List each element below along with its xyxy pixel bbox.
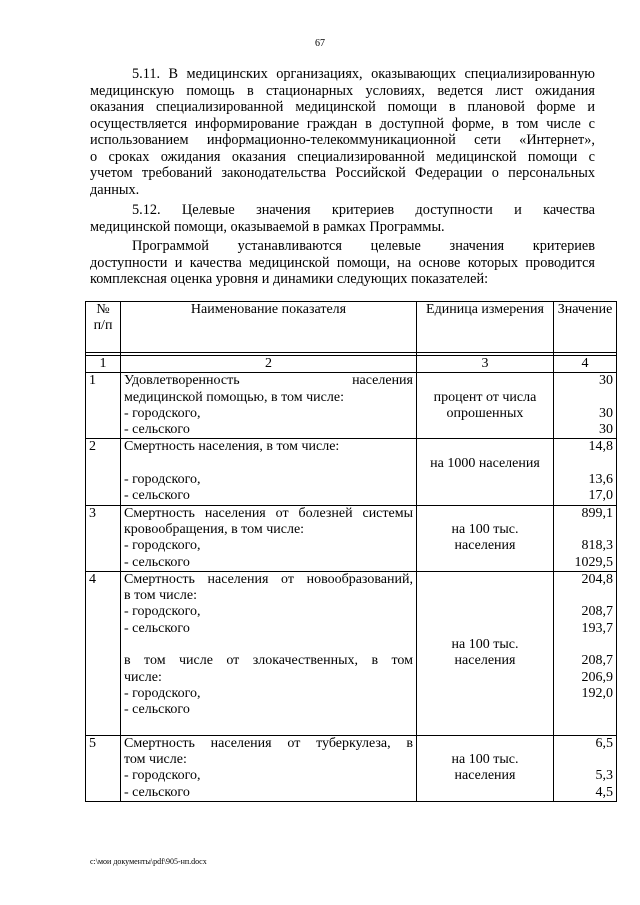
indicator-name-line: том числе: xyxy=(124,752,187,768)
value-line xyxy=(557,752,613,768)
value-line: 208,7 xyxy=(581,653,613,669)
value-line: 14,8 xyxy=(588,439,613,455)
value-line: 204,8 xyxy=(581,571,613,587)
unit-line xyxy=(420,422,550,438)
unit-line: на 100 тыс. xyxy=(451,637,519,653)
unit-cell xyxy=(417,439,554,505)
unit-line xyxy=(420,604,550,620)
page-number: 67 xyxy=(315,38,325,49)
table-row xyxy=(86,735,617,801)
value-line xyxy=(557,637,613,653)
value-line: 30 xyxy=(599,373,613,389)
indicator-name-line xyxy=(124,456,413,472)
value-line xyxy=(557,456,613,472)
unit-cell xyxy=(417,735,554,801)
value-line: 17,0 xyxy=(588,488,613,504)
indicator-name-line: - сельского xyxy=(124,784,190,800)
indicator-name-line: - сельского xyxy=(124,488,190,504)
unit-line: населения xyxy=(454,653,516,669)
unit-line: на 100 тыс. xyxy=(451,752,519,768)
colnum-1: 1 xyxy=(86,356,121,373)
paragraph-line: осуществляется информирование граждан в доступной форме, в том числе с xyxy=(90,115,595,132)
unit-line xyxy=(420,555,550,571)
value-line: 1029,5 xyxy=(574,554,613,570)
value-cell xyxy=(554,373,617,439)
indicator-name-line: Смертность населения от новообразований, xyxy=(124,571,413,587)
value-line xyxy=(557,522,613,538)
value-line xyxy=(557,588,613,604)
paragraph-line: комплексная оценка уровня и динамики следующих показателей: xyxy=(90,271,489,287)
unit-line xyxy=(420,439,550,455)
value-line: 899,1 xyxy=(581,505,613,521)
table-header-row xyxy=(86,302,617,353)
unit-line xyxy=(420,373,550,389)
value-line: 6,5 xyxy=(595,735,613,751)
table-row xyxy=(86,505,617,571)
paragraph-line: учетом требований законодательства Российской Федерации о персональных xyxy=(90,165,595,181)
paragraph-line: Программой устанавливаются целевые значения критериев xyxy=(132,238,595,254)
unit-line xyxy=(420,506,550,522)
unit-line xyxy=(420,736,550,752)
unit-line: населения xyxy=(454,538,516,554)
unit-line xyxy=(420,670,550,686)
indicator-name-line: - городского, xyxy=(124,472,201,488)
table-column-numbers-row xyxy=(86,356,617,373)
unit-line: процент от числа xyxy=(433,389,537,405)
unit-line: населения xyxy=(454,768,516,784)
indicator-name-line xyxy=(124,637,413,653)
row-number: 1 xyxy=(86,373,121,439)
value-line: 818,3 xyxy=(581,538,613,554)
unit-cell xyxy=(417,505,554,571)
table-row xyxy=(86,439,617,505)
colnum-4: 4 xyxy=(554,356,617,373)
unit-line xyxy=(420,472,550,488)
value-line: 192,0 xyxy=(581,685,613,701)
unit-cell xyxy=(417,571,554,735)
unit-line: опрошенных xyxy=(446,405,524,421)
value-line xyxy=(557,702,613,718)
indicator-name xyxy=(121,373,417,439)
indicator-name xyxy=(121,439,417,505)
paragraph-line: медицинской помощи, оказываемой в рамках Программы. xyxy=(90,218,445,235)
value-cell xyxy=(554,505,617,571)
indicator-name-line: Удовлетворенность населения xyxy=(124,373,413,389)
indicator-name-line: - сельского xyxy=(124,422,190,438)
indicator-name-line: - сельского xyxy=(124,620,190,636)
indicator-name-line: медицинской помощью, в том числе: xyxy=(124,389,344,405)
paragraph-line: оказания специализированной медицинской помощи в плановой форме и xyxy=(90,99,595,115)
paragraph-line: использованием информационно-телекоммуникационной сети «Интернет», xyxy=(90,132,595,148)
table-row xyxy=(86,571,617,735)
row-number: 4 xyxy=(86,571,121,735)
paragraph-program xyxy=(90,238,595,288)
indicator-name-line: - городского, xyxy=(124,538,201,554)
file-path-footer: c:\мои документы\pdf\905-нп.docx xyxy=(90,857,207,866)
unit-line xyxy=(420,588,550,604)
value-line xyxy=(557,719,613,735)
indicators-table xyxy=(85,301,617,802)
value-line: 13,6 xyxy=(588,472,613,488)
unit-line xyxy=(420,572,550,588)
header-name: Наименование показателя xyxy=(121,302,417,353)
header-value: Значение xyxy=(554,302,617,353)
indicator-name xyxy=(121,571,417,735)
paragraph-line: о сроках ожидания оказания специализированной медицинской помощи с xyxy=(90,148,595,165)
indicator-name-line: Смертность населения от болезней системы xyxy=(124,505,413,521)
indicator-name xyxy=(121,505,417,571)
unit-line xyxy=(420,719,550,735)
unit-line xyxy=(420,686,550,702)
header-num: № п/п xyxy=(86,302,121,353)
value-line: 30 xyxy=(599,405,613,421)
table-row xyxy=(86,373,617,439)
indicator-name-line: - городского, xyxy=(124,685,201,701)
paragraph-line: медицинскую помощь в стационарных условиях, ведется лист ожидания xyxy=(90,82,595,99)
value-line xyxy=(557,390,613,406)
indicator-name-line: Смертность населения, в том числе: xyxy=(124,439,340,455)
indicator-name-line xyxy=(124,719,413,735)
indicator-name-line: кровообращения, в том числе: xyxy=(124,521,305,537)
indicator-name-line: - сельского xyxy=(124,554,190,570)
indicator-name-line: - городского, xyxy=(124,405,201,421)
value-cell xyxy=(554,571,617,735)
paragraph-line: 5.11. В медицинских организациях, оказывающих специализированную xyxy=(132,66,595,82)
paragraph-line: доступности и качества медицинской помощи, на основе которых проводится xyxy=(90,254,595,271)
unit-line: на 100 тыс. xyxy=(451,521,519,537)
unit-cell xyxy=(417,373,554,439)
paragraph-5-11 xyxy=(90,66,595,198)
indicator-name-line: числе: xyxy=(124,669,162,685)
indicator-name-line: - городского, xyxy=(124,604,201,620)
indicator-name-line: - городского, xyxy=(124,768,201,784)
row-number: 5 xyxy=(86,735,121,801)
unit-line xyxy=(420,702,550,718)
indicator-name-line: - сельского xyxy=(124,702,190,718)
paragraph-line: 5.12. Целевые значения критериев доступности и качества xyxy=(132,202,595,218)
value-line: 193,7 xyxy=(581,620,613,636)
colnum-3: 3 xyxy=(417,356,554,373)
unit-line: на 1000 населения xyxy=(430,455,540,471)
value-line: 30 xyxy=(599,422,613,438)
paragraph-5-12 xyxy=(90,202,595,235)
header-unit: Единица измерения xyxy=(417,302,554,353)
unit-line xyxy=(420,488,550,504)
row-number: 2 xyxy=(86,439,121,505)
indicator-name-line: Смертность населения от туберкулеза, в xyxy=(124,735,413,751)
indicator-name-line: в том числе: xyxy=(124,588,197,604)
value-line: 206,9 xyxy=(581,669,613,685)
value-line: 4,5 xyxy=(595,784,613,800)
colnum-2: 2 xyxy=(121,356,417,373)
value-line: 208,7 xyxy=(581,604,613,620)
value-line: 5,3 xyxy=(595,768,613,784)
indicator-name-line: в том числе от злокачественных, в том xyxy=(124,653,413,669)
unit-line xyxy=(420,785,550,801)
value-cell xyxy=(554,439,617,505)
value-cell xyxy=(554,735,617,801)
paragraph-line: данных. xyxy=(90,181,140,198)
unit-line xyxy=(420,621,550,637)
row-number: 3 xyxy=(86,505,121,571)
indicator-name xyxy=(121,735,417,801)
